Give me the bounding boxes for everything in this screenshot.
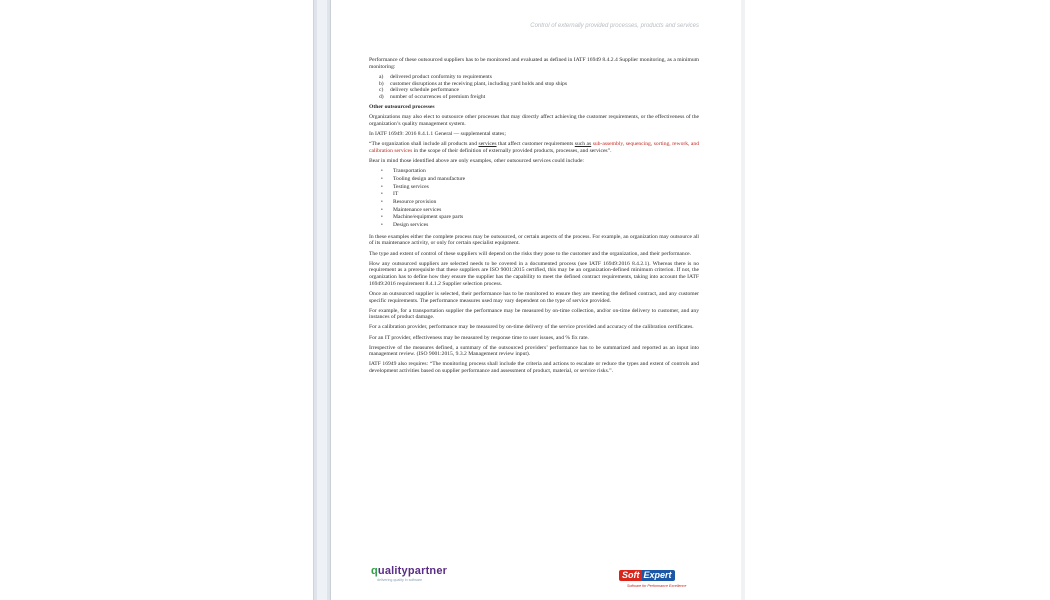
bullet-text: IT bbox=[393, 191, 399, 198]
logo-letter-q: q bbox=[371, 565, 378, 577]
qualitypartner-wordmark bbox=[371, 565, 481, 577]
bullet-text: Resource provision bbox=[393, 198, 437, 205]
bullet-text: Machine/equipment spare parts bbox=[393, 214, 464, 221]
bullet-text: Testing services bbox=[393, 183, 429, 190]
bullet-icon: • bbox=[381, 176, 383, 182]
paragraph: In IATF 16949: 2016 8.4.1.1 General — supplemental states; bbox=[369, 131, 506, 138]
logo-expert: Expert bbox=[642, 570, 675, 581]
list-marker: a) bbox=[379, 73, 384, 80]
list-item-text: customer disruptions at the receiving plant, including yard holds and stop ships bbox=[390, 80, 568, 87]
bullet-icon: • bbox=[381, 169, 383, 175]
bullet-item bbox=[381, 199, 699, 207]
bullet-item bbox=[381, 222, 699, 230]
list-item-text: number of occurrences of premium freight bbox=[390, 93, 486, 100]
bullet-icon: • bbox=[381, 192, 383, 198]
paragraph: Bear in mind those identified above are only examples, other outsourced services could include: bbox=[369, 158, 584, 164]
page-content bbox=[369, 57, 699, 378]
logo-word: ualitypartner bbox=[377, 565, 448, 577]
list-item bbox=[379, 74, 699, 81]
services-list bbox=[381, 168, 699, 230]
paragraph: How any outsourced suppliers are selected needs to be covered in a documented process (see IATF 16949:2016 8.4.2.1). Whereas there is no requirement as a prerequisite that these suppliers are ISO 9001:2015 certified, this may be an organization-defined minimum criterion. If not, the organization has to define how they ensure the supplier has the capability to meet the defined contract requirements, taking into account the IATF 16949:2016 requirement 8.4.1.2 Supplier selection process. bbox=[369, 260, 699, 287]
paragraph: For a calibration provider, performance may be measured by on-time delivery of the service provided and accuracy of the calibration certificates. bbox=[369, 324, 694, 331]
softexpert-wordmark bbox=[619, 570, 675, 581]
paragraph: For example, for a transportation supplier the performance may be measured by on-time collection, and/or on-time delivery to customer, and any instances of product damage. bbox=[369, 307, 699, 321]
bullet-item bbox=[381, 184, 699, 192]
bullet-item bbox=[381, 214, 699, 222]
gutter-bar bbox=[317, 0, 327, 600]
list-marker: d) bbox=[379, 93, 384, 100]
bullet-icon: • bbox=[381, 199, 383, 205]
running-header: Control of externally provided processes, products and services bbox=[530, 23, 699, 29]
section-heading: Other outsourced processes bbox=[369, 103, 435, 110]
bullet-icon: • bbox=[381, 215, 383, 221]
paragraph: Irrespective of the measures defined, a summary of the outsourced providers’ performance has to be summarized and reported as an input into management review. (ISO 9001:2015, 9.3.2 Management review input). bbox=[369, 344, 699, 358]
quote-underlined: such as bbox=[574, 141, 592, 148]
qualitypartner-logo bbox=[371, 565, 481, 582]
list-item-text: delivered product conformity to requirements bbox=[390, 73, 492, 80]
bullet-text: Transportation bbox=[393, 168, 426, 175]
bullet-text: Maintenance services bbox=[393, 206, 442, 213]
monitoring-list bbox=[379, 74, 699, 101]
quote-text: in the scope of their definition of externally provided products, processes, and services”. bbox=[412, 147, 612, 154]
softexpert-logo bbox=[619, 565, 699, 588]
document-page bbox=[331, 0, 741, 600]
list-marker: b) bbox=[379, 80, 384, 87]
softexpert-tagline: Software for Performance Excellence bbox=[627, 584, 687, 588]
bullet-item bbox=[381, 176, 699, 184]
bullet-item bbox=[381, 191, 699, 199]
paragraph: IATF 16949 also requires: “The monitoring process shall include the criteria and actions to escalate or reduce the types and extent of controls and development activities based on supplier performance and assessment of product, material, or service risks.”. bbox=[369, 361, 699, 375]
list-item-text: delivery schedule performance bbox=[390, 87, 459, 94]
block-quote bbox=[369, 141, 699, 154]
paragraph: For an IT provider, effectiveness may be measured by response time to user issues, and % fix rate. bbox=[369, 334, 589, 341]
paragraph: Organizations may also elect to outsource other processes that may directly affect achieving the customer requirements, or the effectiveness of the organization’s quality management system. bbox=[369, 114, 699, 128]
paragraph: The type and extent of control of these suppliers will depend on the risks they pose to the customer and the organization, and their performance. bbox=[369, 250, 692, 257]
bullet-text: Design services bbox=[393, 222, 429, 229]
paragraph: In these examples either the complete process may be outsourced, or certain aspects of the process. For example, an organization may outsource all of its maintenance activity, or only for certain specialist equipment. bbox=[369, 233, 699, 247]
list-marker: c) bbox=[379, 87, 384, 94]
page-edge-shadow bbox=[741, 0, 745, 600]
list-item bbox=[379, 87, 699, 94]
quote-text: “The organization shall include all products and bbox=[369, 141, 479, 148]
left-scroll-gutter[interactable] bbox=[313, 0, 331, 600]
paragraph: Performance of these outsourced suppliers has to be monitored and evaluated as defined in IATF 16949 8.4.2.4 Supplier monitoring, as a minimum monitoring: bbox=[369, 57, 699, 70]
qualitypartner-tagline: delivering quality in software bbox=[377, 578, 423, 582]
quote-text: that affect customer requirements bbox=[496, 141, 575, 148]
bullet-icon: • bbox=[381, 184, 383, 190]
quote-highlight: sub-assembly, sequencing, sorting, rework, and calibration services bbox=[369, 141, 700, 154]
logo-soft: Soft bbox=[619, 570, 642, 581]
bullet-icon: • bbox=[381, 207, 383, 213]
paragraph: Once an outsourced supplier is selected, their performance has to be monitored to ensure they are meeting the defined contract, and any customer specific requirements. The performance measures used may vary dependent on the type of service provided. bbox=[369, 290, 699, 304]
list-item bbox=[379, 94, 699, 101]
bullet-icon: • bbox=[381, 223, 383, 229]
bullet-item bbox=[381, 207, 699, 215]
bullet-text: Tooling design and manufacture bbox=[393, 175, 466, 182]
bullet-item bbox=[381, 168, 699, 176]
quote-underlined: services bbox=[478, 141, 497, 148]
